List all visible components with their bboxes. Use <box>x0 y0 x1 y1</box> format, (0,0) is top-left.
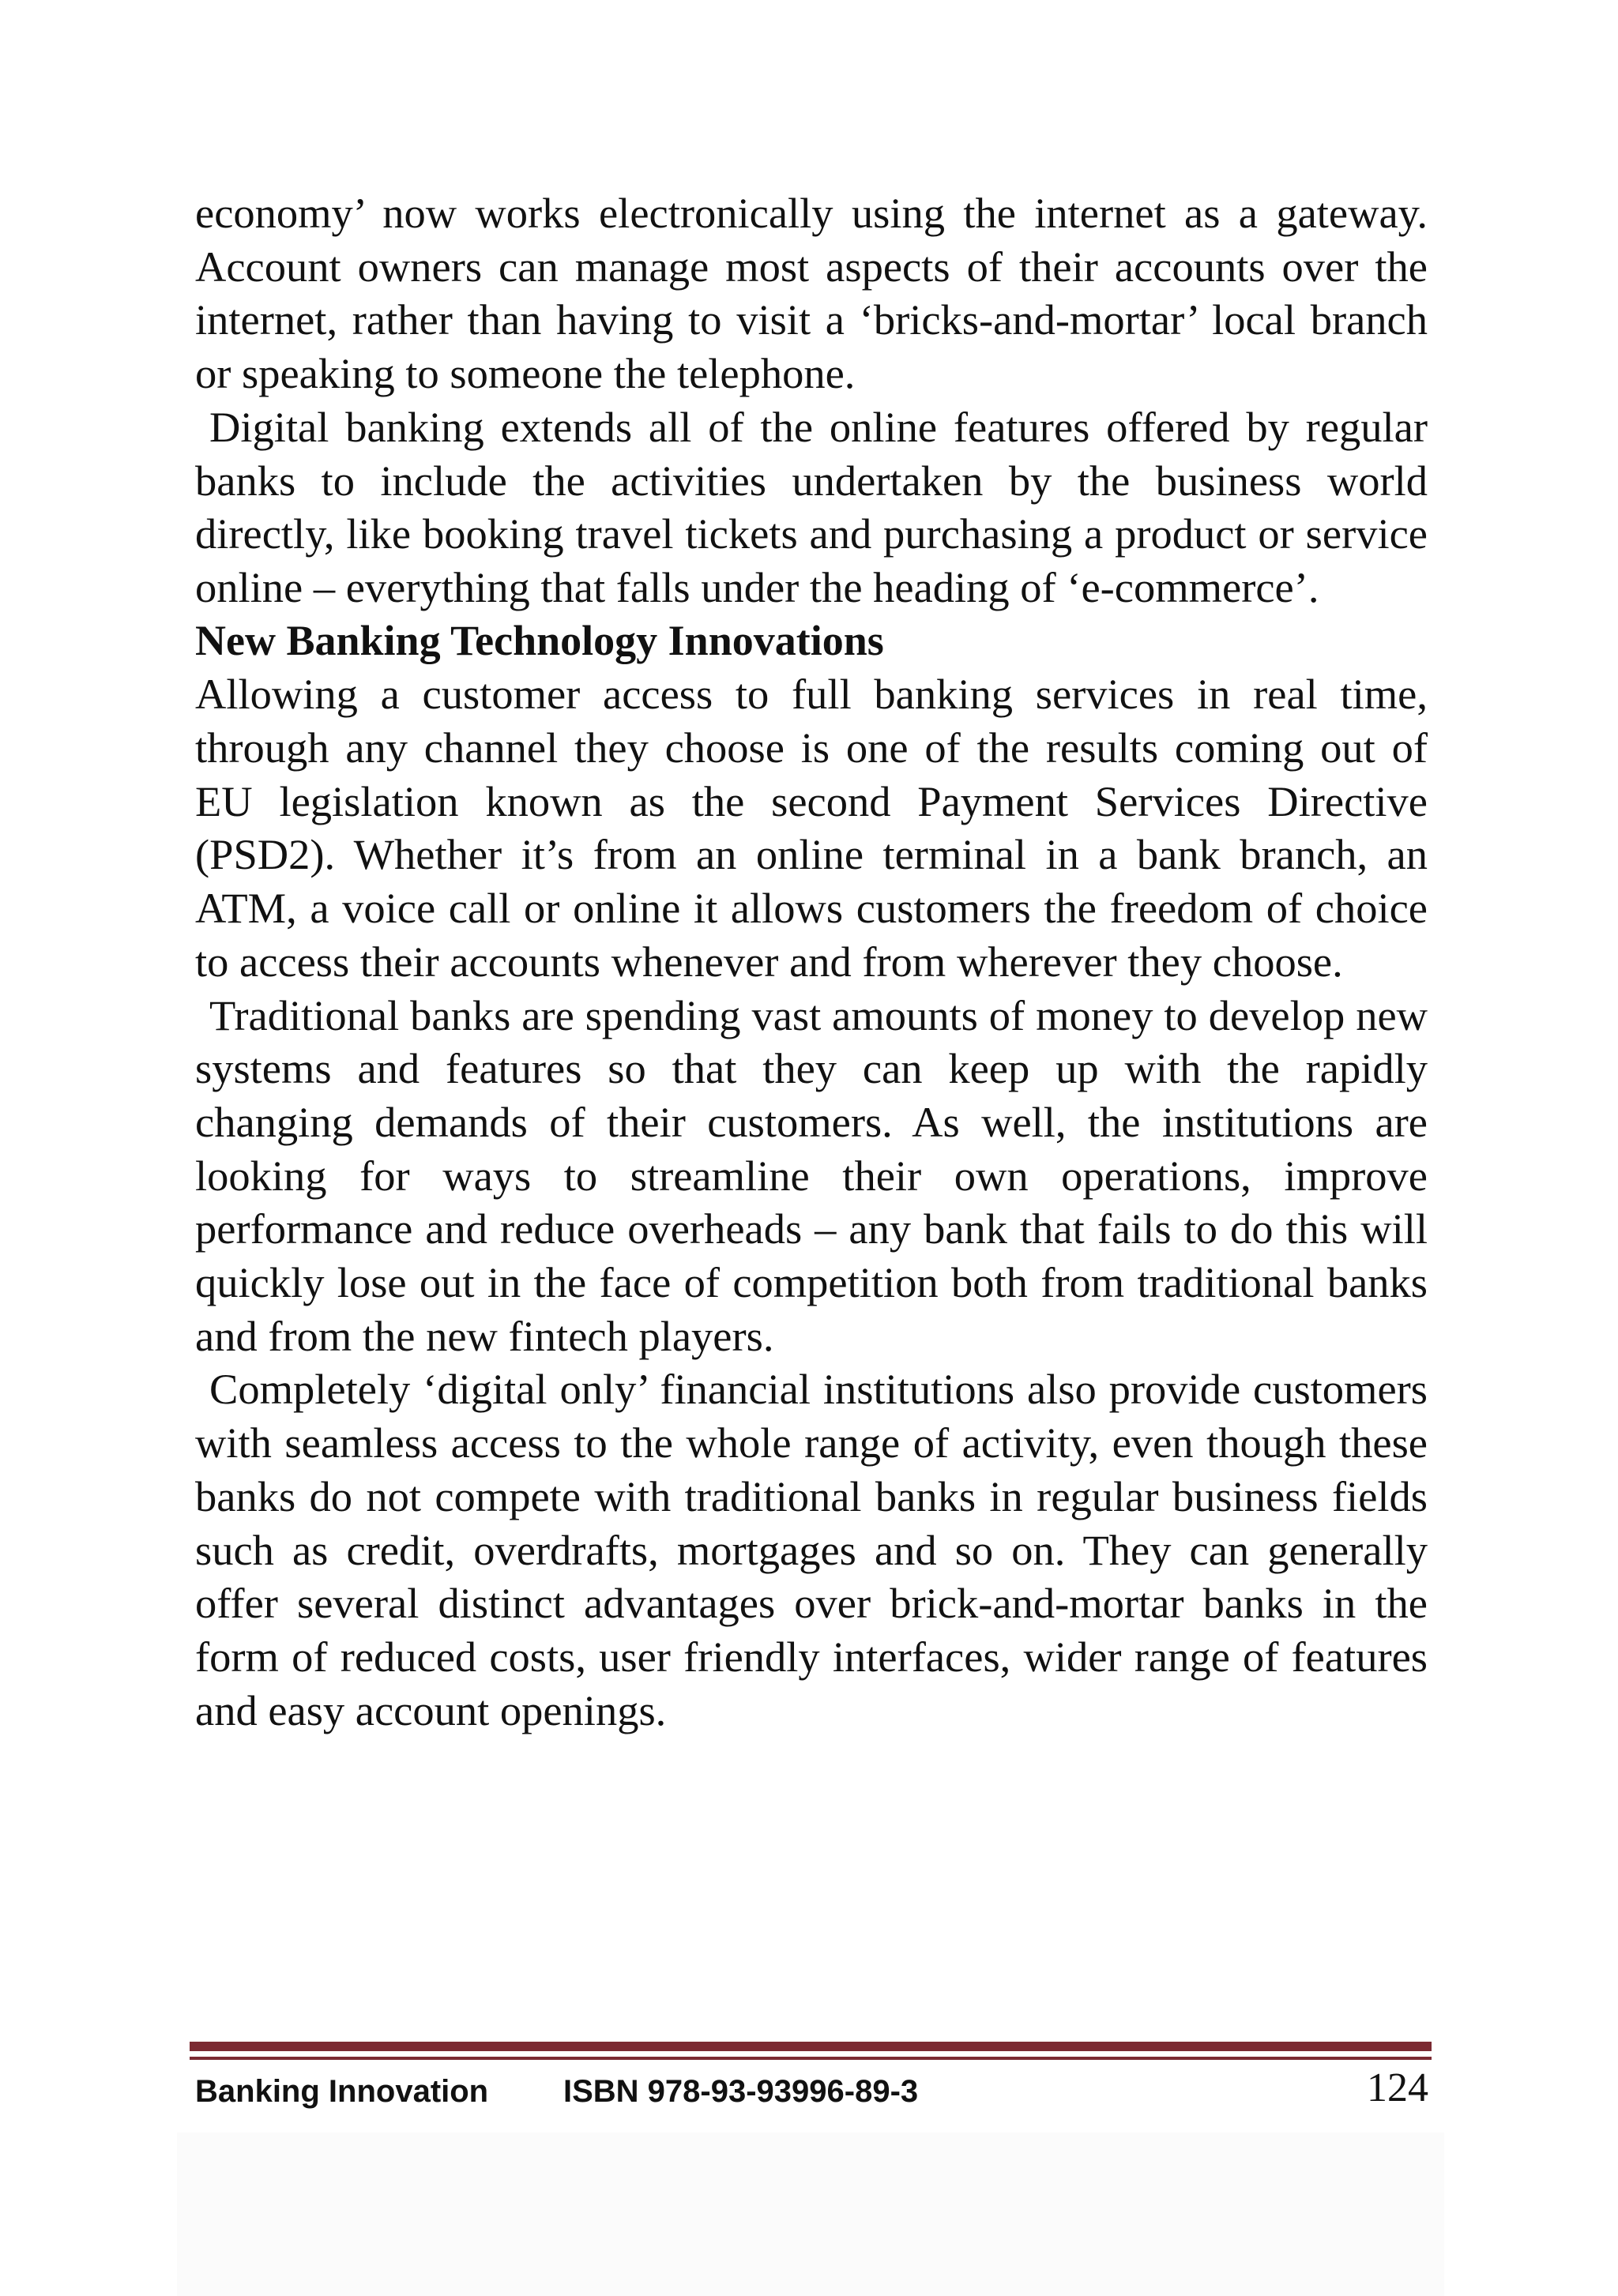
page-number: 124 <box>1367 2065 1428 2110</box>
body-text <box>195 186 1428 1737</box>
footer-rule-thick <box>190 2042 1432 2051</box>
paragraph-psd2: Allowing a customer access to full banking services in real time, through any channel they choose is one of the results coming out of EU legislation known as the second Payment Services Directive (PSD2). Whether it’s from an online terminal in a bank branch, an ATM, a voice call or online it allows customers the freedom of choice to access their accounts whenever and from wherever they choose. <box>195 670 1428 986</box>
footer-book-title: Banking Innovation <box>195 2074 489 2109</box>
paragraph-traditional-banks: Traditional banks are spending vast amounts of money to develop new systems and features so that they can keep up with the rapidly changing demands of their customers. As well, the institutions are looking for ways to streamline their own operations, improve performance and reduce overheads – any bank that fails to do this will quickly lose out in the face of competition both from traditional banks and from the new fintech players. <box>195 990 1428 1360</box>
paragraph-digital-only: Completely ‘digital only’ financial institutions also provide customers with seamless access to the whole range of activity, even though these banks do not compete with traditional banks in regular business fields such as credit, overdrafts, mortgages and so on. They can generally offer several distinct advantages over brick-and-mortar banks in the form of reduced costs, user friendly interfaces, wider range of features and easy account openings. <box>195 1365 1428 1734</box>
page-bottom-shade <box>177 2133 1444 2296</box>
paragraph-continued: economy’ now works electronically using the internet as a gateway. Account owners can manage most aspects of their accounts over the internet, rather than having to visit a ‘bricks-and-mortar’ local branch or speaking to someone the telephone. <box>195 189 1428 398</box>
paragraph-digital-banking: Digital banking extends all of the online features offered by regular banks to include the activities undertaken by the business world directly, like booking travel tickets and purchasing a product or service online – everything that falls under the heading of ‘e-commerce’. <box>195 402 1428 611</box>
section-heading: New Banking Technology Innovations <box>195 616 884 664</box>
footer-isbn: ISBN 978-93-93996-89-3 <box>563 2074 919 2109</box>
footer-rule-thin <box>190 2057 1432 2060</box>
